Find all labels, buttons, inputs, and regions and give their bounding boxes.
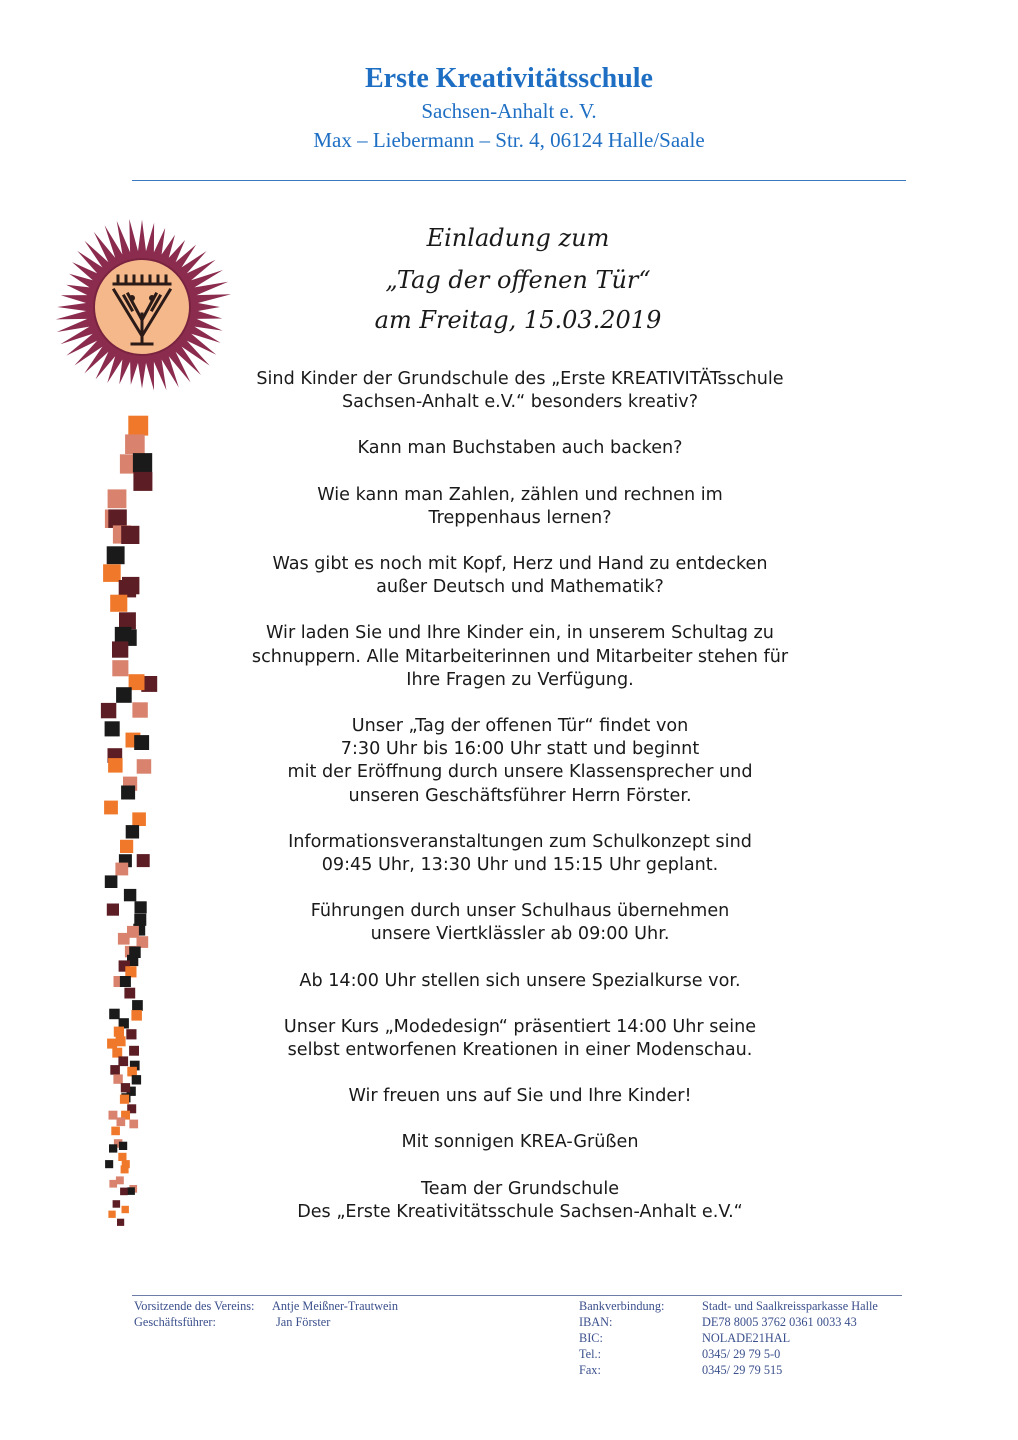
footer-label: Tel.:: [579, 1347, 602, 1361]
deco-square: [107, 1039, 117, 1049]
deco-square: [119, 612, 136, 629]
text-line: Führungen durch unser Schulhaus übernehmen: [310, 901, 730, 922]
deco-square: [108, 758, 123, 773]
invitation-line-1: Einladung zum: [426, 224, 610, 252]
deco-square: [132, 812, 146, 826]
deco-square: [126, 1029, 136, 1039]
text-line: mit der Eröffnung durch unsere Klassensprecher und: [287, 762, 753, 783]
deco-square: [124, 988, 135, 999]
deco-square: [109, 1009, 120, 1020]
invitation-date: am Freitag, 15.03.2019: [374, 306, 662, 334]
deco-square: [101, 703, 116, 718]
text-line: Unser „Tag der offenen Tür“ findet von: [351, 716, 689, 737]
deco-square: [112, 1048, 122, 1058]
footer-label: Fax:: [579, 1363, 601, 1377]
text-line: Wir laden Sie und Ihre Kinder ein, in unserem Schultag zu: [266, 623, 774, 644]
deco-square: [120, 1095, 129, 1104]
deco-square: [132, 1000, 143, 1011]
deco-square: [133, 472, 152, 491]
deco-square: [112, 641, 128, 657]
deco-square: [108, 1211, 115, 1218]
deco-square: [125, 434, 145, 454]
deco-square: [115, 863, 128, 876]
text-line: unsere Viertklässler ab 09:00 Uhr.: [370, 924, 670, 945]
paragraph-invitation: [215, 622, 825, 692]
text-line: Mit sonnigen KREA-Grüßen: [401, 1132, 639, 1153]
deco-square: [120, 1188, 128, 1196]
header-divider: [132, 180, 906, 181]
footer-value: 0345/ 29 79 515: [702, 1363, 783, 1377]
deco-square: [122, 1206, 129, 1213]
text-line: Team der Grundschule: [420, 1178, 620, 1199]
text-line: Kann man Buchstaben auch backen?: [357, 438, 683, 459]
footer-bank-values: [702, 1298, 878, 1378]
footer-label: Vorsitzende des Vereins:: [134, 1299, 255, 1313]
text-line: Sachsen-Anhalt e.V.“ besonders kreativ?: [341, 392, 699, 413]
deco-square: [121, 1083, 130, 1092]
footer-label: Geschäftsführer:: [134, 1315, 216, 1329]
deco-square: [124, 889, 136, 901]
paragraph-fashion-show: [215, 1016, 825, 1062]
deco-square: [105, 1160, 113, 1168]
org-sub: Sachsen-Anhalt e. V.: [421, 99, 597, 123]
paragraph-special-courses: [215, 970, 825, 993]
text-line: Sind Kinder der Grundschule des „Erste KREATIVITÄTsschule: [256, 369, 784, 389]
deco-square: [109, 1180, 117, 1188]
deco-square: [128, 416, 148, 436]
deco-square: [127, 1067, 137, 1077]
footer-value: Jan Förster: [276, 1315, 331, 1329]
text-line: Was gibt es noch mit Kopf, Herz und Hand zu entdecken: [272, 554, 768, 575]
footer-value: Antje Meißner-Trautwein: [272, 1299, 399, 1313]
paragraph-tours: [215, 900, 825, 946]
deco-square: [129, 1046, 139, 1056]
org-name: Erste Kreativitätsschule: [365, 63, 653, 94]
deco-square: [132, 702, 147, 717]
deco-square: [105, 721, 120, 736]
deco-square: [121, 786, 135, 800]
deco-square: [137, 854, 150, 867]
footer-label: Bankverbindung:: [579, 1299, 665, 1313]
deco-square: [105, 875, 118, 888]
deco-square: [135, 901, 147, 913]
deco-square: [109, 1144, 117, 1152]
deco-square: [111, 1127, 120, 1136]
paragraph-counting-question: [215, 484, 825, 530]
deco-square: [110, 1065, 120, 1075]
deco-square: [127, 1187, 135, 1195]
deco-square: [137, 936, 149, 948]
paragraph-schedule: [215, 715, 825, 808]
footer-bank-labels: [579, 1298, 664, 1378]
footer-left-labels: [134, 1298, 254, 1330]
deco-square: [118, 1056, 128, 1066]
invitation-body: [215, 368, 825, 1247]
footer-divider: [132, 1295, 902, 1296]
deco-square: [117, 1219, 124, 1226]
deco-square: [112, 660, 128, 676]
footer-value: NOLADE21HAL: [702, 1331, 791, 1345]
deco-square: [118, 1153, 126, 1161]
text-line: schnuppern. Alle Mitarbeiterinnen und Mitarbeiter stehen für: [251, 646, 789, 667]
deco-square: [120, 976, 131, 987]
letterhead-text: [0, 62, 1018, 154]
footer-value: 0345/ 29 79 5-0: [702, 1347, 781, 1361]
deco-square: [107, 904, 119, 916]
footer-value: DE78 8005 3762 0361 0033 43: [702, 1315, 857, 1329]
deco-square: [114, 1027, 124, 1037]
footer-label: BIC:: [579, 1331, 603, 1345]
deco-square: [129, 1120, 138, 1129]
paragraph-discover-question: [215, 553, 825, 599]
text-line: Treppenhaus lernen?: [428, 507, 612, 528]
deco-square: [117, 1117, 126, 1126]
paragraph-greeting: [215, 1131, 825, 1154]
deco-square: [103, 564, 121, 582]
school-logo-icon: [48, 214, 236, 400]
text-line: Wie kann man Zahlen, zählen und rechnen im: [317, 484, 723, 505]
deco-square: [120, 840, 133, 853]
text-line: Ihre Fragen zu Verfügung.: [406, 669, 634, 690]
invitation-line-2: „Tag der offenen Tür“: [385, 266, 651, 294]
deco-square: [119, 1142, 127, 1150]
text-line: 7:30 Uhr bis 16:00 Uhr statt und beginnt: [340, 739, 700, 760]
deco-square: [137, 759, 152, 774]
text-line: Wir freuen uns auf Sie und Ihre Kinder!: [348, 1086, 692, 1107]
deco-square: [107, 546, 125, 564]
text-line: selbst entworfenen Kreationen in einer Modenschau.: [287, 1040, 753, 1061]
text-line: unseren Geschäftsführer Herrn Förster.: [348, 785, 692, 806]
text-line: Unser Kurs „Modedesign“ präsentiert 14:00 Uhr seine: [283, 1016, 757, 1037]
deco-square: [116, 687, 132, 703]
deco-square: [104, 801, 118, 815]
deco-square: [121, 526, 139, 544]
deco-square: [116, 1036, 126, 1046]
deco-square: [125, 966, 136, 977]
deco-square: [113, 1074, 122, 1083]
footer-left-values: [272, 1298, 398, 1330]
deco-square: [134, 735, 149, 750]
paragraph-creative-question: [215, 368, 825, 414]
paragraph-signature: [215, 1178, 825, 1224]
text-line: außer Deutsch und Mathematik?: [376, 577, 664, 598]
paragraph-info-sessions: [215, 831, 825, 877]
deco-square: [133, 453, 152, 472]
text-line: 09:45 Uhr, 13:30 Uhr und 15:15 Uhr geplant.: [321, 855, 719, 876]
footer-value: Stadt- und Saalkreissparkasse Halle: [702, 1299, 878, 1313]
deco-square: [110, 595, 127, 612]
text-line: Des „Erste Kreativitätsschule Sachsen-Anhalt e.V.“: [297, 1201, 743, 1222]
footer-label: IBAN:: [579, 1315, 613, 1329]
deco-square: [126, 825, 139, 838]
deco-square: [108, 509, 127, 528]
deco-square: [131, 1010, 142, 1021]
org-address: Max – Liebermann – Str. 4, 06124 Halle/Saale: [313, 128, 705, 152]
deco-square: [118, 933, 130, 945]
deco-square: [109, 1111, 118, 1120]
deco-square: [113, 1200, 121, 1208]
deco-square: [121, 1165, 129, 1173]
paragraph-closing: [215, 1085, 825, 1108]
deco-square: [108, 489, 127, 508]
decorative-squares-column: [95, 414, 175, 1229]
text-line: Informationsveranstaltungen zum Schulkonzept sind: [288, 831, 752, 852]
text-line: Ab 14:00 Uhr stellen sich unsere Spezialkurse vor.: [299, 970, 741, 991]
paragraph-baking-question: [215, 437, 825, 460]
deco-square: [132, 1075, 141, 1084]
